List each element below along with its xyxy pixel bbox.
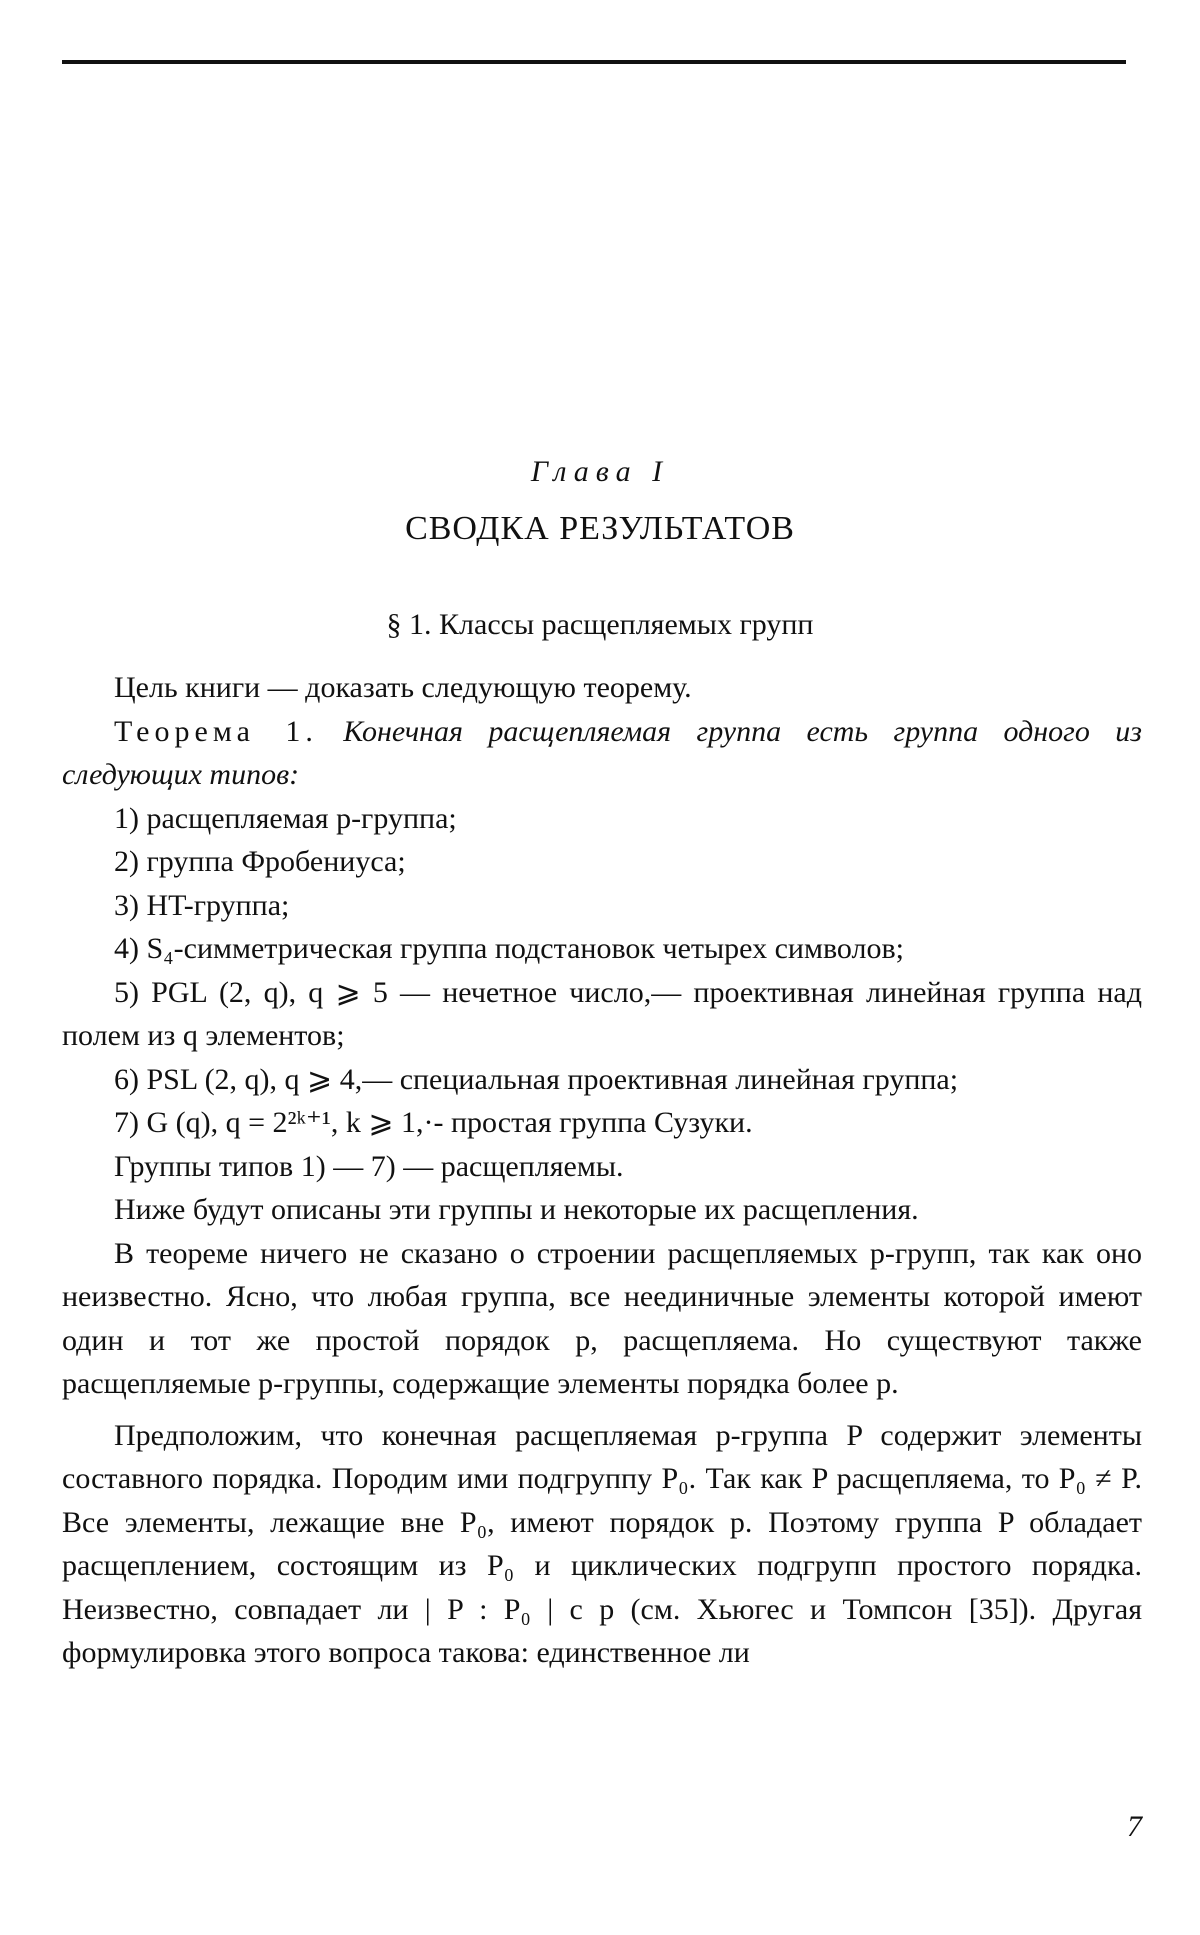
list-item: 1) расщепляемая p-группа; xyxy=(114,801,457,835)
list-item: 6) PSL (2, q), q ⩾ 4,— специальная проективная линейная группа; xyxy=(114,1062,959,1096)
paragraph-types: Группы типов 1) — 7) — расщепляемы. xyxy=(114,1149,624,1183)
list-item: 5) PGL (2, q), q ⩾ 5 — нечетное число,— проективная линейная группа над полем из q элементов; xyxy=(62,975,1142,1052)
theorem-paragraph xyxy=(62,710,1142,797)
theorem-text: Конечная расщепляемая группа есть группа одного из следующих типов: xyxy=(62,714,1143,791)
chapter-title: СВОДКА РЕЗУЛЬТАТОВ xyxy=(405,510,795,547)
list-item: 7) G (q), q = 2²ᵏ⁺¹, k ⩾ 1,·- простая группа Сузуки. xyxy=(114,1106,753,1139)
section-title: § 1. Классы расщепляемых групп xyxy=(386,608,814,641)
paragraph-intro: Цель книги — доказать следующую теорему. xyxy=(114,671,692,704)
top-rule xyxy=(62,60,1126,64)
paragraph-theorem-note: В теореме ничего не сказано о строении расщепляемых p-групп, так как оно неизвестно. Ясно, что любая группа, все неединичные элементы которой имеют один и тот же простой порядок p, расщепляема. Но существуют также расщепляемые p-группы, содержащие элементы порядка более p. xyxy=(62,1236,1142,1400)
theorem-label: Теорема 1. xyxy=(114,714,318,748)
chapter-label: Глава I xyxy=(530,455,670,488)
body-text xyxy=(62,666,1142,1675)
list-item: 3) HT-группа; xyxy=(114,888,290,922)
list-item: 2) группа Фробениуса; xyxy=(114,845,406,878)
paragraph-assume: Предположим, что конечная расщепляемая p-группа P содержит элементы составного порядка. Породим ими подгруппу P₀. Так как P расщепляема, то P₀ ≠ P. Все элементы, лежащие вне P₀, имеют порядок p. Поэтому группа P обладает расщеплением, состоящим из P₀ и циклических подгрупп простого порядка. Неизвестно, совпадает ли | P : P₀ | с p (см. Хьюгес и Томпсон [35]). Другая формулировка этого вопроса такова: единственное ли xyxy=(62,1418,1142,1669)
paragraph-below: Ниже будут описаны эти группы и некоторые их расщепления. xyxy=(114,1193,919,1226)
page-number: 7 xyxy=(1127,1810,1142,1843)
list-item: 4) S₄-симметрическая группа подстановок четырех символов; xyxy=(114,932,904,965)
